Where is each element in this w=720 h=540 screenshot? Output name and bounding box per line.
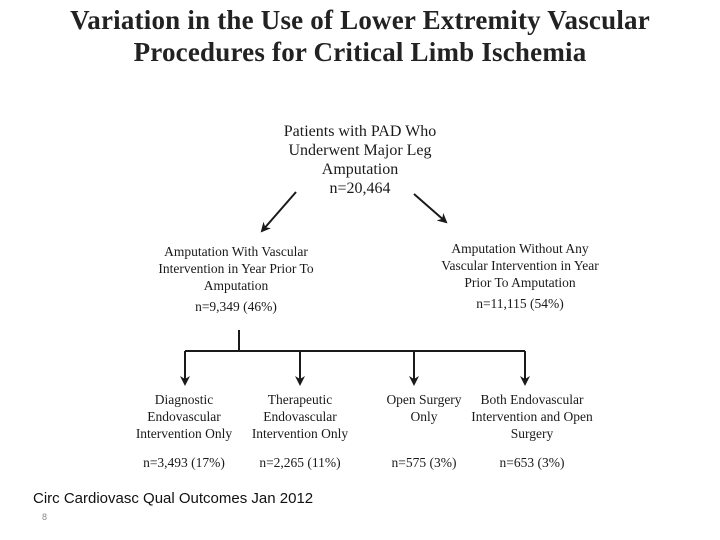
title-line-1: Variation in the Use of Lower Extremity Vascular	[70, 5, 650, 35]
with-intervention-line-1: Amputation With Vascular	[164, 244, 308, 259]
root-label-line-1: Patients with PAD Who	[283, 123, 437, 140]
leaf-label-line: Diagnostic	[154, 392, 214, 407]
leaf-count: n=653 (3%)	[499, 455, 565, 470]
without-intervention-line-3: Prior To Amputation	[464, 275, 576, 290]
leaf-label-line: Intervention Only	[251, 426, 349, 441]
leaf-count: n=3,493 (17%)	[143, 455, 225, 470]
leaf-both-endovascular-and-open	[462, 391, 602, 471]
leaf-therapeutic-endovascular	[240, 391, 360, 471]
without-intervention-node	[410, 240, 630, 312]
leaf-label-line: Intervention Only	[135, 426, 233, 441]
leaf-label-line: Endovascular	[147, 409, 221, 424]
root-node	[240, 122, 480, 198]
leaf-label-line: Endovascular	[263, 409, 337, 424]
with-intervention-line-3: Amputation	[203, 278, 269, 293]
leaf-label-line: Both Endovascular	[480, 392, 584, 407]
root-label-line-2: Underwent Major Leg	[288, 142, 432, 159]
arrow-to-without-intervention	[414, 194, 446, 222]
with-intervention-node	[136, 243, 336, 315]
with-intervention-line-2: Intervention in Year Prior To	[158, 261, 314, 276]
leaf-label-line: Only	[410, 409, 438, 424]
leaf-label-line: Open Surgery	[386, 392, 462, 407]
leaf-label-line	[374, 425, 474, 442]
leaf-diagnostic-endovascular	[124, 391, 244, 471]
citation: Circ Cardiovasc Qual Outcomes Jan 2012	[33, 490, 314, 507]
without-intervention-line-2: Vascular Intervention in Year	[441, 258, 599, 273]
without-intervention-count: n=11,115 (54%)	[476, 296, 564, 311]
leaf-count: n=575 (3%)	[391, 455, 457, 470]
without-intervention-line-1: Amputation Without Any	[451, 241, 589, 256]
leaf-label-line: Therapeutic	[267, 392, 333, 407]
leaf-label-line: Intervention and Open	[471, 409, 593, 424]
root-count: n=20,464	[329, 180, 391, 197]
title-line-2: Procedures for Critical Limb Ischemia	[133, 37, 587, 67]
slide-number: 8	[42, 512, 48, 522]
root-label-line-3: Amputation	[321, 161, 399, 178]
with-intervention-count: n=9,349 (46%)	[195, 299, 277, 314]
leaf-open-surgery	[374, 391, 474, 471]
leaf-label-line: Surgery	[510, 426, 554, 441]
leaf-count: n=2,265 (11%)	[259, 455, 341, 470]
